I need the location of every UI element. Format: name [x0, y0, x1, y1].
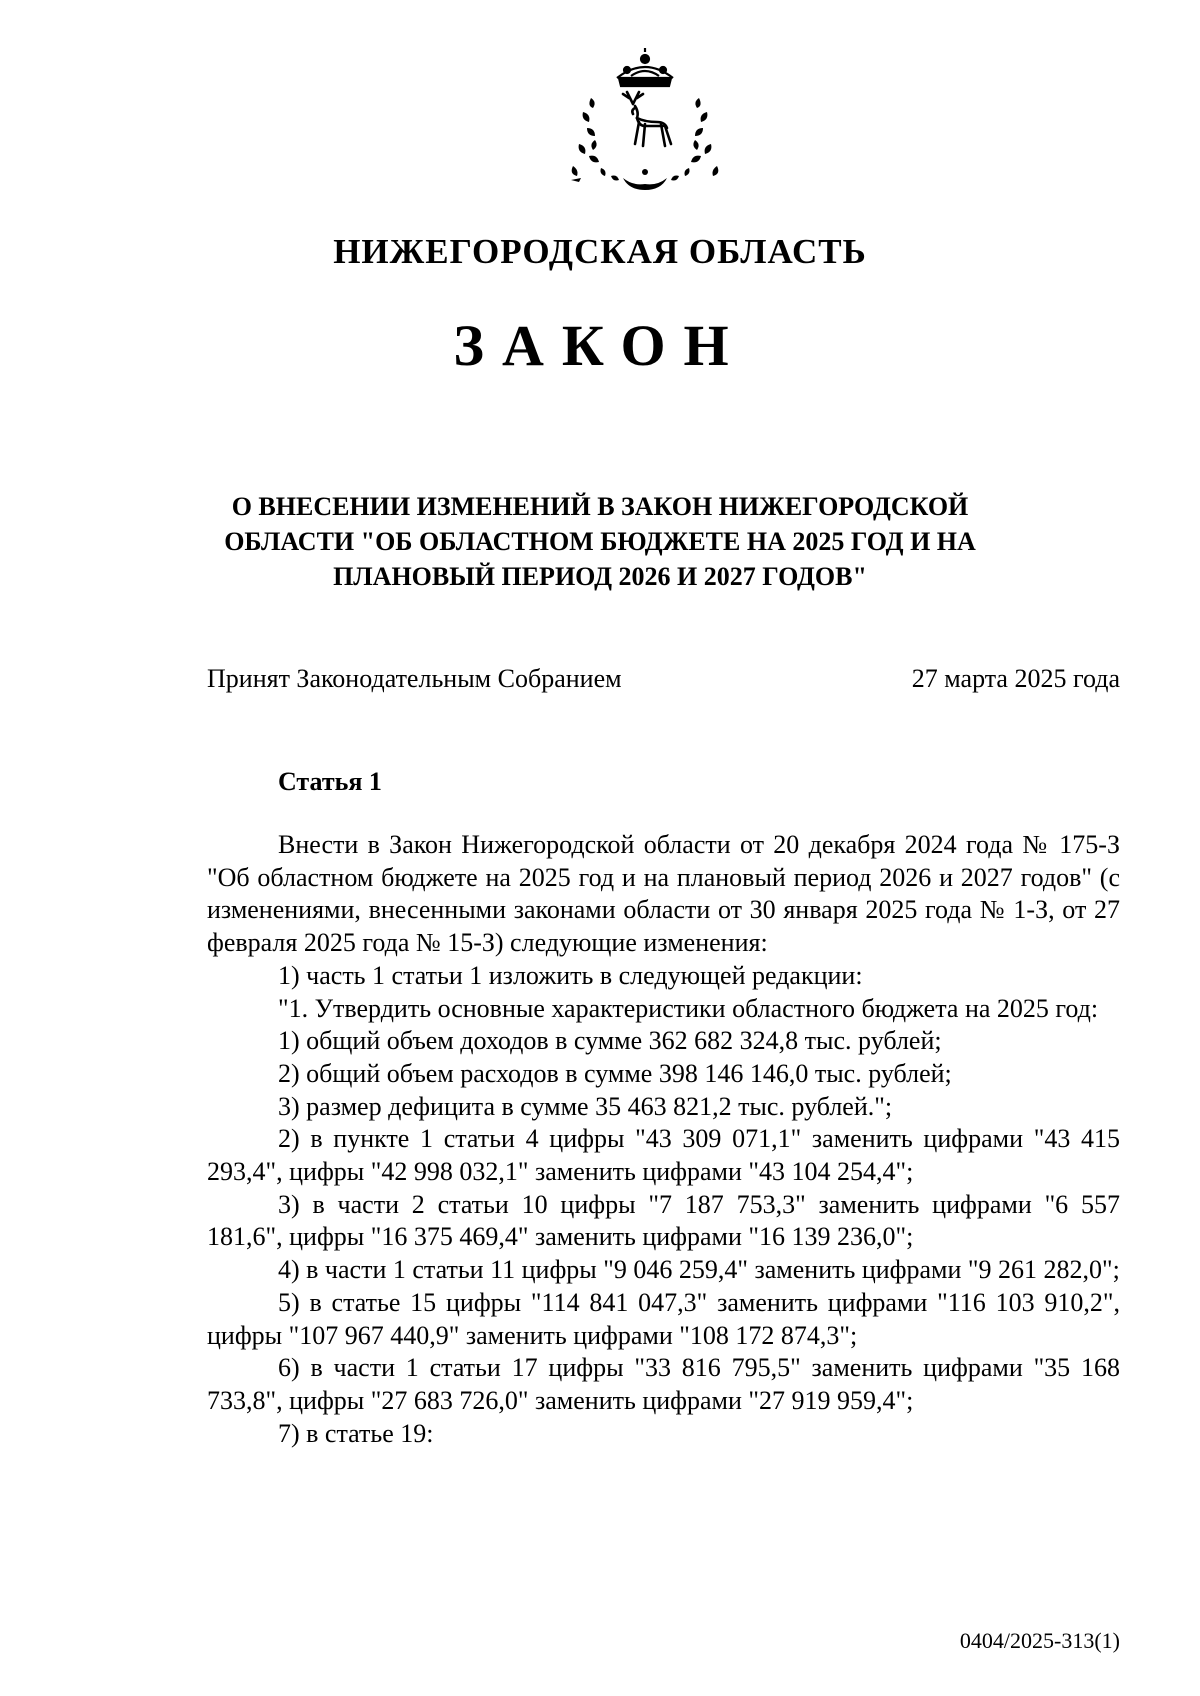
body-paragraph: 5) в статье 15 цифры "114 841 047,3" заменить цифрами "116 103 910,2", цифры "107 967 440,9" заменить цифрами "108 172 874,3"; — [207, 1287, 1120, 1350]
coat-of-arms-icon — [565, 48, 725, 198]
law-title — [0, 489, 1200, 594]
crown-icon — [617, 48, 673, 86]
body-paragraph: 1) часть 1 статьи 1 изложить в следующей редакции: — [278, 960, 863, 990]
body-paragraph: 3) размер дефицита в сумме 35 463 821,2 тыс. рублей."; — [278, 1091, 893, 1121]
body-paragraph: 4) в части 1 статьи 11 цифры "9 046 259,4" заменить цифрами "9 261 282,0"; — [278, 1255, 1120, 1285]
document-type: ЗАКОН — [453, 313, 747, 378]
body-paragraph: 2) общий объем расходов в сумме 398 146 146,0 тыс. рублей; — [278, 1058, 952, 1088]
region-name: НИЖЕГОРОДСКАЯ ОБЛАСТЬ — [333, 232, 867, 271]
law-title-line: О ВНЕСЕНИИ ИЗМЕНЕНИЙ В ЗАКОН НИЖЕГОРОДСКОЙ — [231, 492, 969, 521]
body-paragraph: Внести в Закон Нижегородской области от 20 декабря 2024 года № 175-З "Об областном бюджете на 2025 год и на плановый период 2026 и 2027 годов" (с изменениями, внесенными законами области от 30 января 2025 года № 1-З, от 27 февраля 2025 года № 15-З) следующие изменения: — [207, 830, 1120, 958]
body-paragraph: 6) в части 1 статьи 17 цифры "33 816 795,5" заменить цифрами "35 168 733,8", цифры "27 683 726,0" заменить цифрами "27 919 959,4"; — [207, 1353, 1120, 1415]
ribbon-icon — [571, 169, 667, 190]
body-paragraph: 2) в пункте 1 статьи 4 цифры "43 309 071,1" заменить цифрами "43 415 293,4", цифры "42 998 032,1" заменить цифрами "43 104 254,4"; — [207, 1124, 1120, 1187]
document-code: 0404/2025-313(1) — [959, 1628, 1120, 1653]
body-paragraph: 3) в части 2 статьи 10 цифры "7 187 753,3" заменить цифрами "6 557 181,6", цифры "16 375 469,4" заменить цифрами "16 139 236,0"; — [207, 1189, 1120, 1252]
article-heading: Статья 1 — [278, 767, 382, 796]
body-paragraph: 1) общий объем доходов в сумме 362 682 324,8 тыс. рублей; — [278, 1026, 942, 1056]
adoption-label: Принят Законодательным Собранием — [207, 664, 622, 693]
body-paragraph: 7) в статье 19: — [278, 1418, 434, 1448]
law-title-line: ОБЛАСТИ "ОБ ОБЛАСТНОМ БЮДЖЕТЕ НА 2025 ГОД И НА — [224, 527, 976, 556]
right-laurel-icon — [671, 98, 718, 181]
deer-icon — [623, 92, 671, 146]
body-paragraph: "1. Утвердить основные характеристики областного бюджета на 2025 год: — [278, 993, 1099, 1023]
adoption-date: 27 марта 2025 года — [911, 664, 1120, 693]
article-body — [207, 829, 1120, 1450]
left-laurel-icon — [572, 98, 619, 181]
law-title-line: ПЛАНОВЫЙ ПЕРИОД 2026 И 2027 ГОДОВ" — [333, 562, 867, 591]
